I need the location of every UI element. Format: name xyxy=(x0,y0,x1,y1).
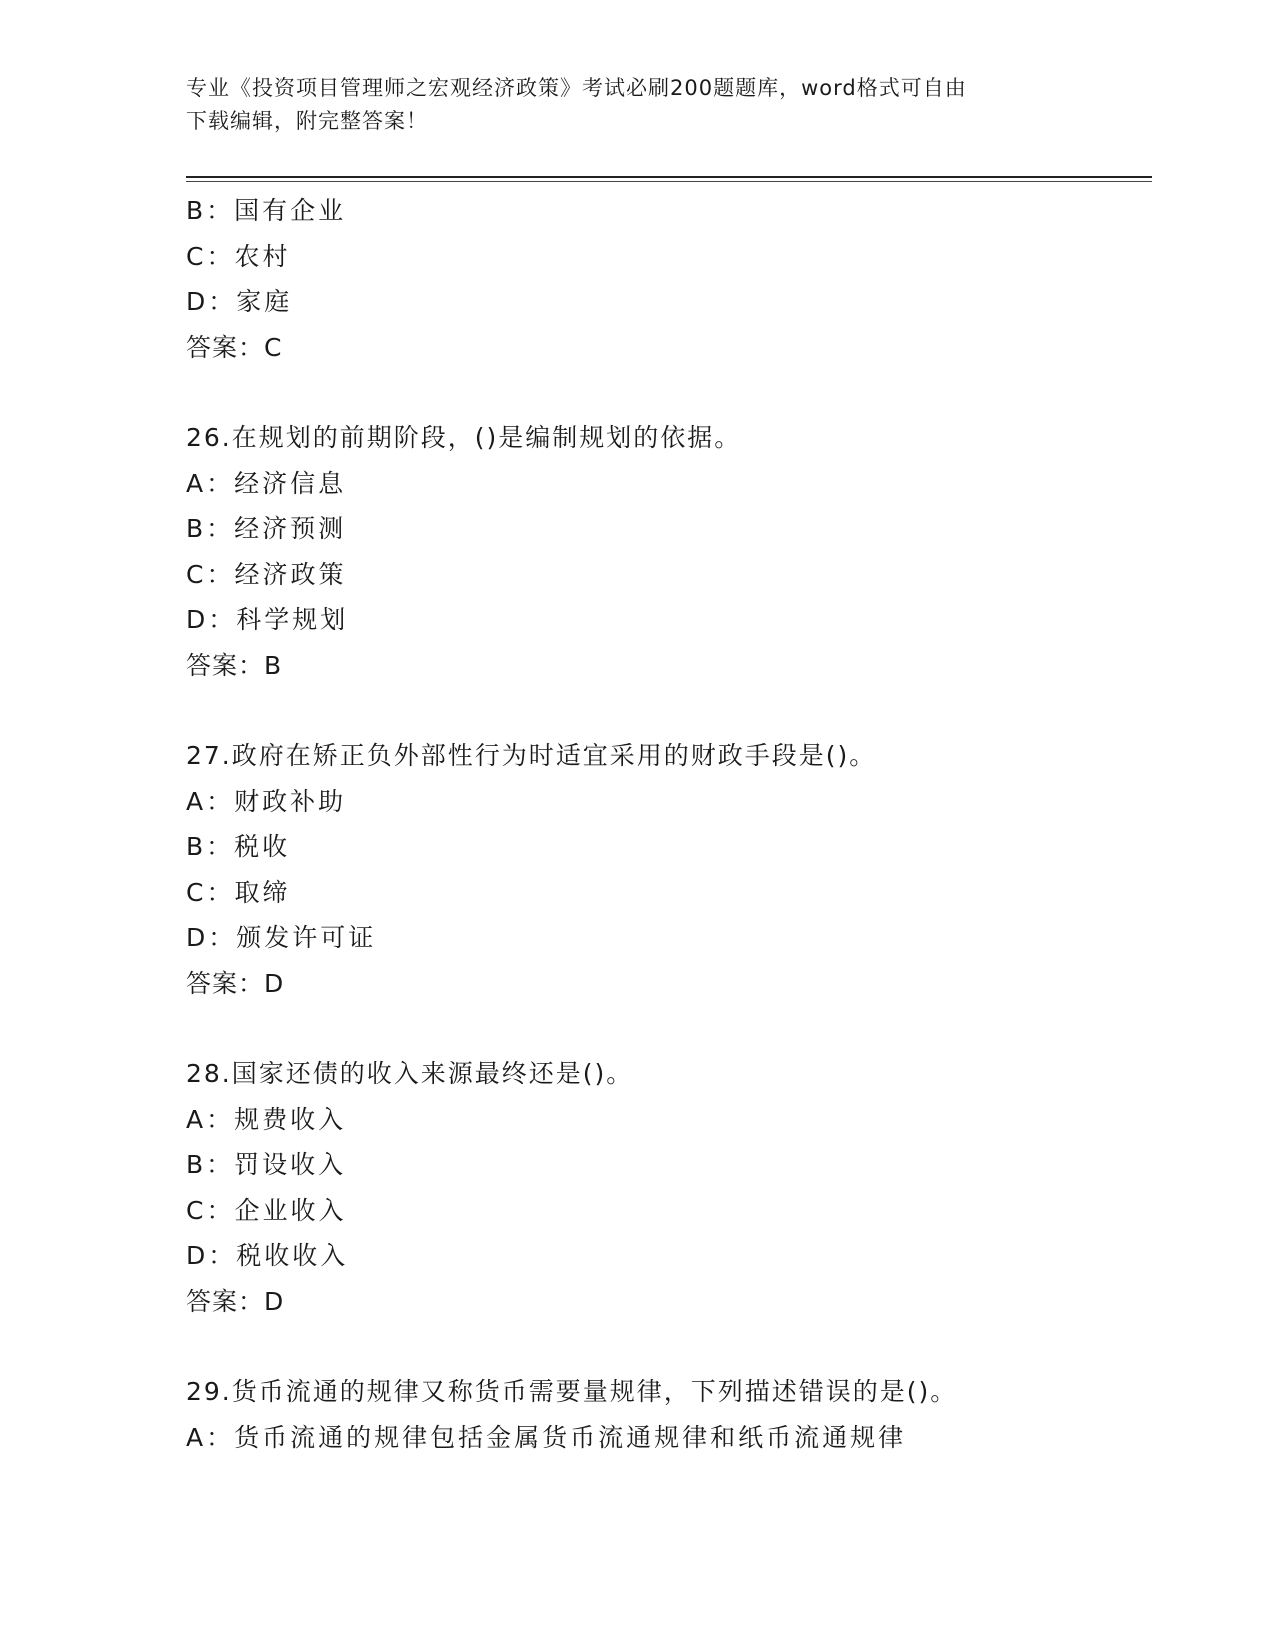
header-line-2: 下载编辑，附完整答案！ xyxy=(186,109,428,133)
option-d: D：税收收入 xyxy=(186,1241,349,1270)
question-list xyxy=(186,188,1152,1460)
question-text: 26.在规划的前期阶段，()是编制规划的依据。 xyxy=(186,423,742,452)
option-a: A：货币流通的规律包括金属货币流通规律和纸币流通规律 xyxy=(186,1422,907,1452)
option-a: A：经济信息 xyxy=(186,468,347,498)
question-text: 27.政府在矫正负外部性行为时适宜采用的财政手段是()。 xyxy=(186,741,877,770)
option-a: A：规费收入 xyxy=(186,1104,347,1134)
question-block-29 xyxy=(186,1369,1152,1460)
answer-line: 答案：C xyxy=(186,332,283,362)
spacer xyxy=(186,1006,1152,1051)
option-b: B：国有企业 xyxy=(186,196,347,225)
option-c: C：经济政策 xyxy=(186,559,347,589)
option-c: C：取缔 xyxy=(186,877,291,907)
option-c: C：企业收入 xyxy=(186,1195,347,1225)
option-d: D：颁发许可证 xyxy=(186,923,377,952)
header-rule-thin xyxy=(186,181,1152,182)
option-d: D：家庭 xyxy=(186,287,293,316)
question-block-25-continued xyxy=(186,188,1152,370)
spacer xyxy=(186,370,1152,415)
answer-line: 答案：D xyxy=(186,1286,285,1316)
option-b: B：税收 xyxy=(186,832,291,861)
option-c: C：农村 xyxy=(186,241,291,271)
question-block-27 xyxy=(186,733,1152,1006)
option-d: D：科学规划 xyxy=(186,605,349,634)
question-text: 28.国家还债的收入来源最终还是()。 xyxy=(186,1059,634,1088)
question-block-28 xyxy=(186,1051,1152,1324)
answer-line: 答案：B xyxy=(186,650,283,680)
header-line-1: 专业《投资项目管理师之宏观经济政策》考试必刷200题题库，word格式可自由 xyxy=(186,76,967,100)
option-a: A：财政补助 xyxy=(186,786,347,816)
question-block-26 xyxy=(186,415,1152,688)
header-rule-thick xyxy=(186,176,1152,178)
option-b: B：罚设收入 xyxy=(186,1150,347,1179)
answer-line: 答案：D xyxy=(186,968,285,998)
spacer xyxy=(186,1324,1152,1369)
question-text: 29.货币流通的规律又称货币需要量规律，下列描述错误的是()。 xyxy=(186,1377,958,1406)
option-b: B：经济预测 xyxy=(186,514,347,543)
spacer xyxy=(186,688,1152,733)
document-header xyxy=(186,72,1086,138)
